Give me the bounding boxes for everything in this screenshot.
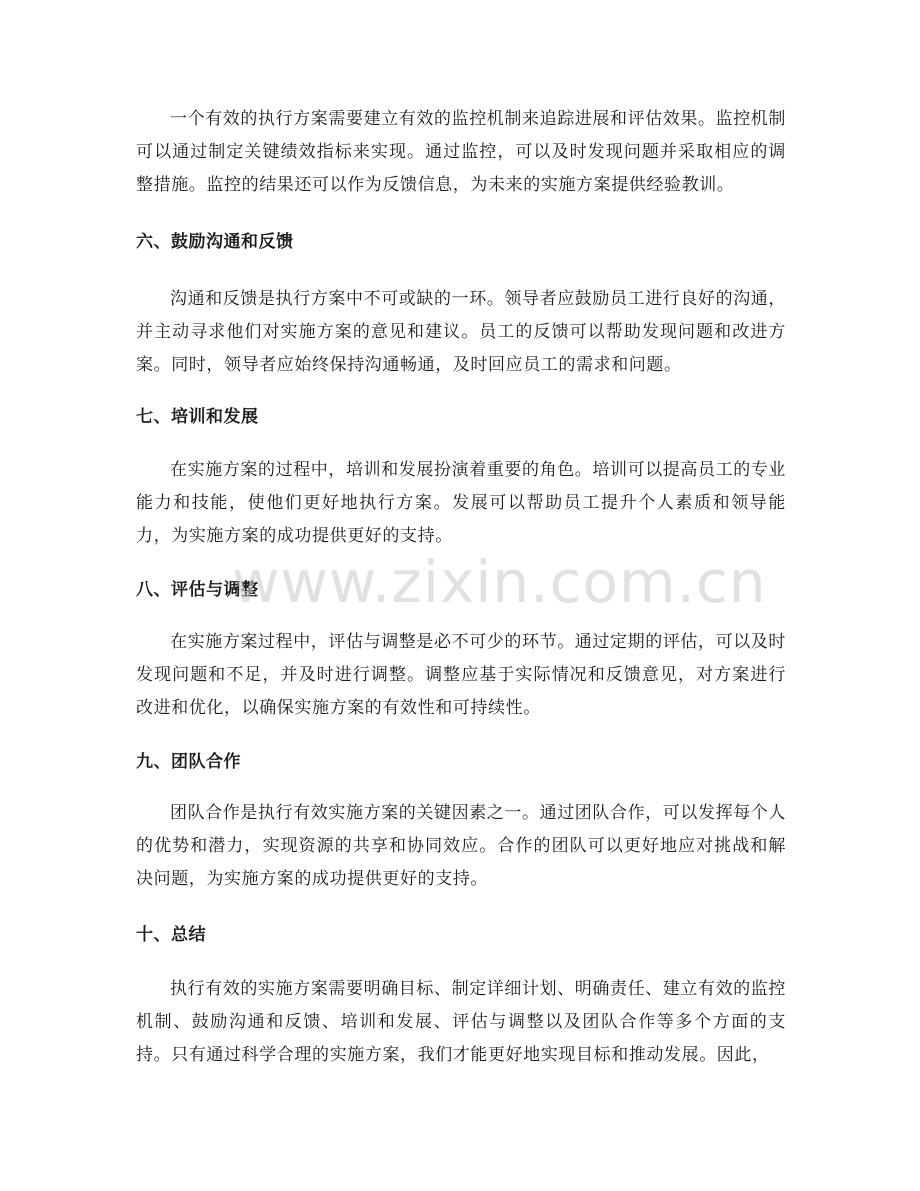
heading-evaluation: 八、评估与调整 — [136, 580, 259, 600]
heading-teamwork: 九、团队合作 — [136, 752, 241, 772]
paragraph-summary: 执行有效的实施方案需要明确目标、制定详细计划、明确责任、建立有效的监控机制、鼓励沟通和反馈、培训和发展、评估与调整以及团队合作等多个方面的支持。只有通过科学合理的实施方案，我们才能更好地实现目标和推动发展。因此， — [136, 979, 786, 1065]
paragraph-teamwork: 团队合作是执行有效实施方案的关键因素之一。通过团队合作，可以发挥每个人的优势和潜力，实现资源的共享和协同效应。合作的团队可以更好地应对挑战和解决问题，为实施方案的成功提供更好的支持。 — [136, 803, 786, 889]
paragraph-training: 在实施方案的过程中，培训和发展扮演着重要的角色。培训可以提高员工的专业能力和技能，使他们更好地执行方案。发展可以帮助员工提升个人素质和领导能力，为实施方案的成功提供更好的支持。 — [136, 460, 786, 546]
paragraph-communication: 沟通和反馈是执行方案中不可或缺的一环。领导者应鼓励员工进行良好的沟通，并主动寻求他们对实施方案的意见和建议。员工的反馈可以帮助发现问题和改进方案。同时，领导者应始终保持沟通畅通，及时回应员工的需求和问题。 — [136, 289, 786, 375]
watermark: www.zixin.com.cn — [232, 548, 767, 616]
heading-training: 七、培训和发展 — [136, 407, 259, 427]
heading-communication: 六、鼓励沟通和反馈 — [136, 232, 294, 252]
paragraph-evaluation: 在实施方案过程中，评估与调整是必不可少的环节。通过定期的评估，可以及时发现问题和不足，并及时进行调整。调整应基于实际情况和反馈意见，对方案进行改进和优化，以确保实施方案的有效性和可持续性。 — [136, 632, 786, 718]
paragraph-monitoring: 一个有效的执行方案需要建立有效的监控机制来追踪进展和评估效果。监控机制可以通过制定关键绩效指标来实现。通过监控，可以及时发现问题并采取相应的调整措施。监控的结果还可以作为反馈信息，为未来的实施方案提供经验教训。 — [136, 109, 786, 195]
heading-summary: 十、总结 — [136, 925, 206, 945]
